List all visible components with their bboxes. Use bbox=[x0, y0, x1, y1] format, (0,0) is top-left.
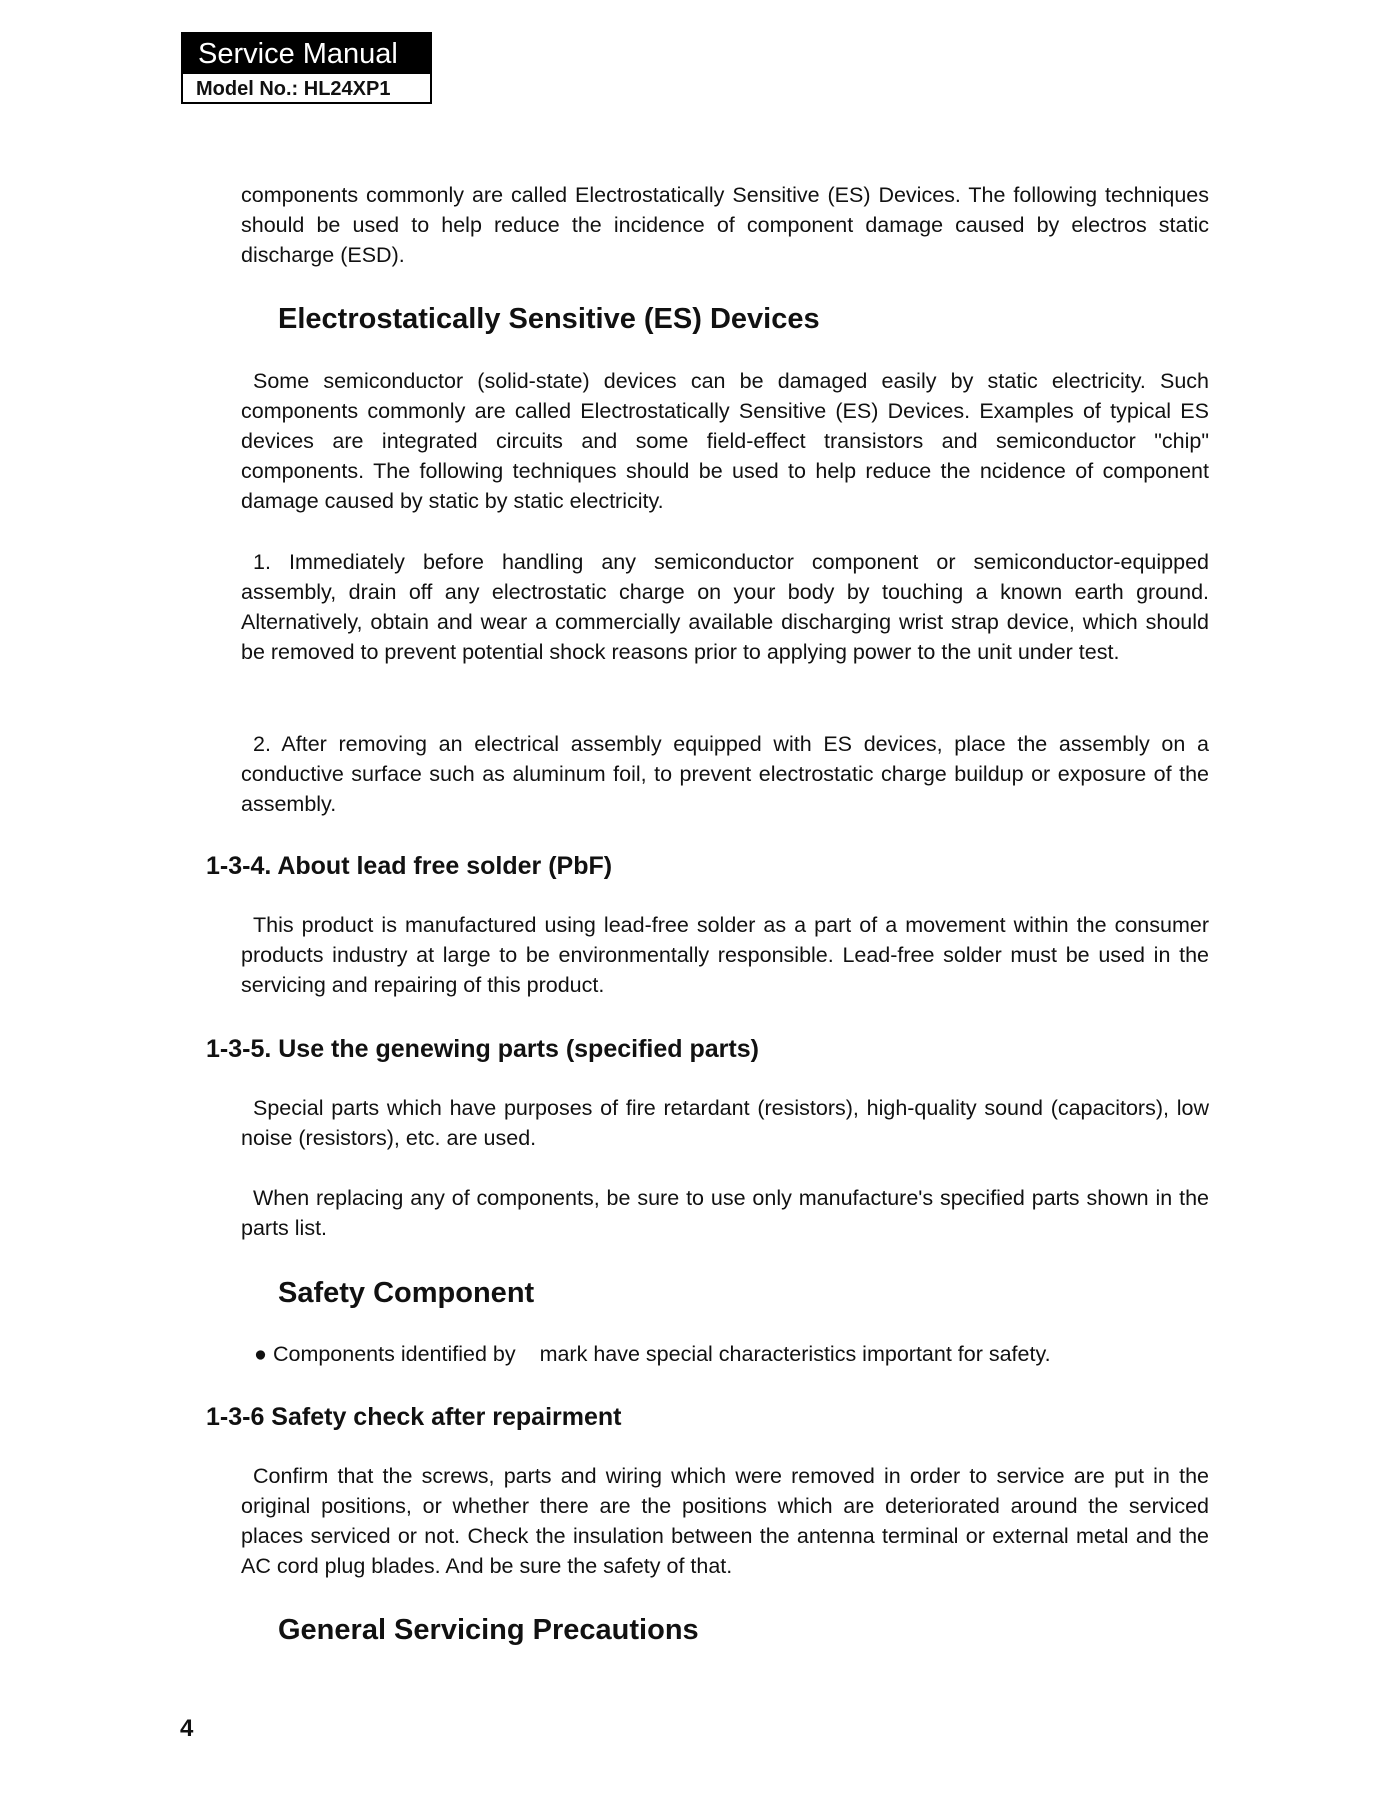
safety-bullet-suffix: mark have special characteristics important for safety. bbox=[539, 1342, 1051, 1366]
intro-paragraph: components commonly are called Electrostatically Sensitive (ES) Devices. The following techniques should be used to help reduce the incidence of component damage caused by electros static discharge (ESD). bbox=[241, 183, 1209, 267]
safety-bullet-prefix: ● Components identified by bbox=[254, 1342, 516, 1366]
safety-component-heading: Safety Component bbox=[278, 1277, 535, 1309]
general-precautions-heading: General Servicing Precautions bbox=[278, 1614, 699, 1646]
es-devices-heading: Electrostatically Sensitive (ES) Devices bbox=[278, 303, 820, 335]
page-number: 4 bbox=[180, 1715, 194, 1742]
es-step-1: 1. Immediately before handling any semiconductor component or semiconductor-equipped assembly, drain off any electrostatic charge on your body by touching a known earth ground. Alternatively, obtain and wear a commercially available discharging wrist strap device, which should be removed to prevent potential shock reasons prior to applying power to the unit under test. bbox=[241, 550, 1209, 664]
safety-component-bullet bbox=[254, 1339, 1051, 1369]
header-title: Service Manual bbox=[183, 34, 430, 74]
genuine-parts-heading: 1-3-5. Use the genewing parts (specified parts) bbox=[206, 1035, 759, 1063]
lead-free-heading: 1-3-4. About lead free solder (PbF) bbox=[206, 852, 613, 880]
safety-check-heading: 1-3-6 Safety check after repairment bbox=[206, 1403, 622, 1431]
es-devices-paragraph: Some semiconductor (solid-state) devices can be damaged easily by static electricity. Such components commonly are called Electrostatically Sensitive (ES) Devices. Examples of typical ES devices are integrated circuits and some field-effect transistors and semiconductor "chip" components. The following techniques should be used to help reduce the ncidence of component damage caused by static by static electricity. bbox=[241, 369, 1209, 513]
safety-check-paragraph: Confirm that the screws, parts and wiring which were removed in order to service are put in the original positions, or whether there are the positions which are deteriorated around the serviced places serviced or not. Check the insulation between the antenna terminal or external metal and the AC cord plug blades. And be sure the safety of that. bbox=[241, 1464, 1209, 1578]
es-step-2: 2. After removing an electrical assembly equipped with ES devices, place the assembly on a conductive surface such as aluminum foil, to prevent electrostatic charge buildup or exposure of the assembly. bbox=[241, 732, 1209, 816]
model-number: Model No.: HL24XP1 bbox=[196, 78, 391, 100]
lead-free-paragraph: This product is manufactured using lead-free solder as a part of a movement within the consumer products industry at large to be environmentally responsible. Lead-free solder must be used in the servicing and repairing of this product. bbox=[241, 913, 1209, 997]
genuine-parts-paragraph-2: When replacing any of components, be sure to use only manufacture's specified parts shown in the parts list. bbox=[241, 1186, 1209, 1240]
service-manual-header bbox=[181, 32, 432, 104]
genuine-parts-paragraph-1: Special parts which have purposes of fire retardant (resistors), high-quality sound (capacitors), low noise (resistors), etc. are used. bbox=[241, 1096, 1209, 1150]
